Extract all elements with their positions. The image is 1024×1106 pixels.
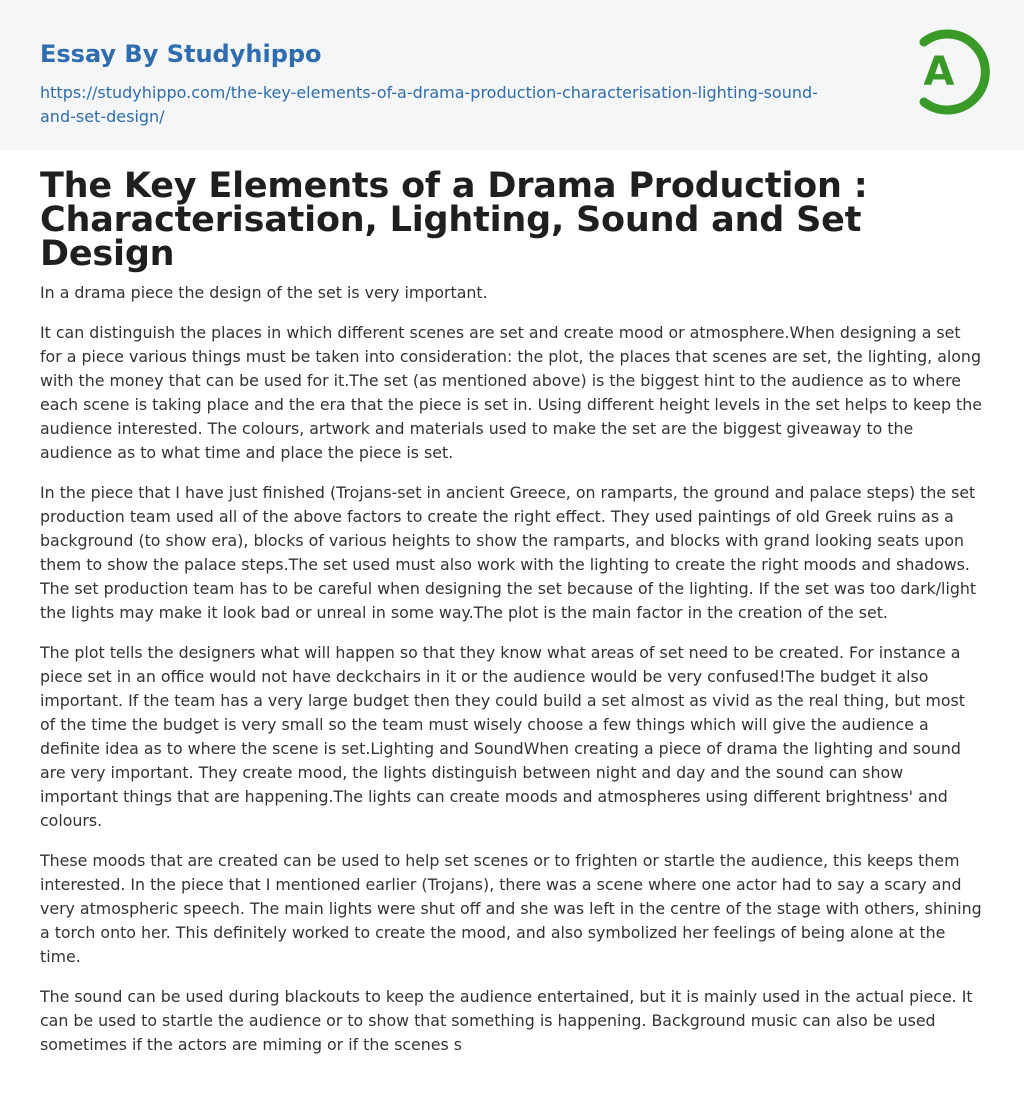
article-paragraph: In a drama piece the design of the set is very important. bbox=[40, 283, 488, 302]
article-paragraph: It can distinguish the places in which different scenes are set and create mood or atmosphere.When designing a set for a piece various things must be taken into consideration: the plot, the places that scenes are set, the lighting, along with the money that can be used for it.The set (as mentioned above) is the biggest hint to the audience as to where each scene is taking place and the era that the piece is set in. Using different height levels in the set helps to keep the audience interested. The colours, artwork and materials used to make the set are the biggest giveaway to the audience as to what time and place the piece is set. bbox=[40, 323, 982, 462]
article-paragraph: In the piece that I have just finished (Trojans-set in ancient Greece, on ramparts, the ground and palace steps) the set production team used all of the above factors to create the right effect. They used paintings of old Greek ruins as a background (to show era), blocks of various heights to show the ramparts, and blocks with grand looking seats upon them to show the palace steps.The set used must also work with the lighting to create the right moods and shadows. The set production team has to be careful when designing the set because of the lighting. If the set was too dark/light the lights may make it look bad or unreal in some way.The plot is the main factor in the creation of the set. bbox=[40, 483, 977, 622]
page-header bbox=[0, 0, 1024, 150]
article-paragraph: The sound can be used during blackouts to keep the audience entertained, but it is mainly used in the actual piece. It can be used to startle the audience or to show that something is happening. Background music can also be used sometimes if the actors are miming or if the scenes s bbox=[40, 987, 973, 1054]
article bbox=[40, 166, 984, 1073]
source-url-link[interactable]: https://studyhippo.com/the-key-elements-of-a-drama-production-characterisation-lighting-sound-and-set-design/ bbox=[40, 83, 818, 126]
site-brand[interactable]: Essay By Studyhippo bbox=[40, 40, 322, 68]
logo-letter: A bbox=[923, 49, 955, 95]
article-paragraph: The plot tells the designers what will happen so that they know what areas of set need to be created. For instance a piece set in an office would not have deckchairs in it or the audience would be very confused!The budget it also important. If the team has a very large budget then they could build a set almost as vivid as the real thing, but most of the time the budget is very small so the team must wisely choose a few things which will give the audience a definite idea as to where the scene is set.Lighting and SoundWhen creating a piece of drama the lighting and sound are very important. They create mood, the lights distinguish between night and day and the sound can show important things that are happening.The lights can create moods and atmospheres using different brightness' and colours. bbox=[40, 643, 965, 830]
article-paragraph: These moods that are created can be used to help set scenes or to frighten or startle the audience, this keeps them interested. In the piece that I mentioned earlier (Trojans), there was a scene where one actor had to say a scary and very atmospheric speech. The main lights were shut off and she was left in the centre of the stage with others, shining a torch onto her. This definitely worked to create the mood, and also symbolized her feelings of being alone at the time. bbox=[40, 851, 982, 966]
studyhippo-logo-icon[interactable] bbox=[898, 26, 990, 118]
article-title: The Key Elements of a Drama Production : Characterisation, Lighting, Sound and Set Design bbox=[40, 166, 868, 274]
